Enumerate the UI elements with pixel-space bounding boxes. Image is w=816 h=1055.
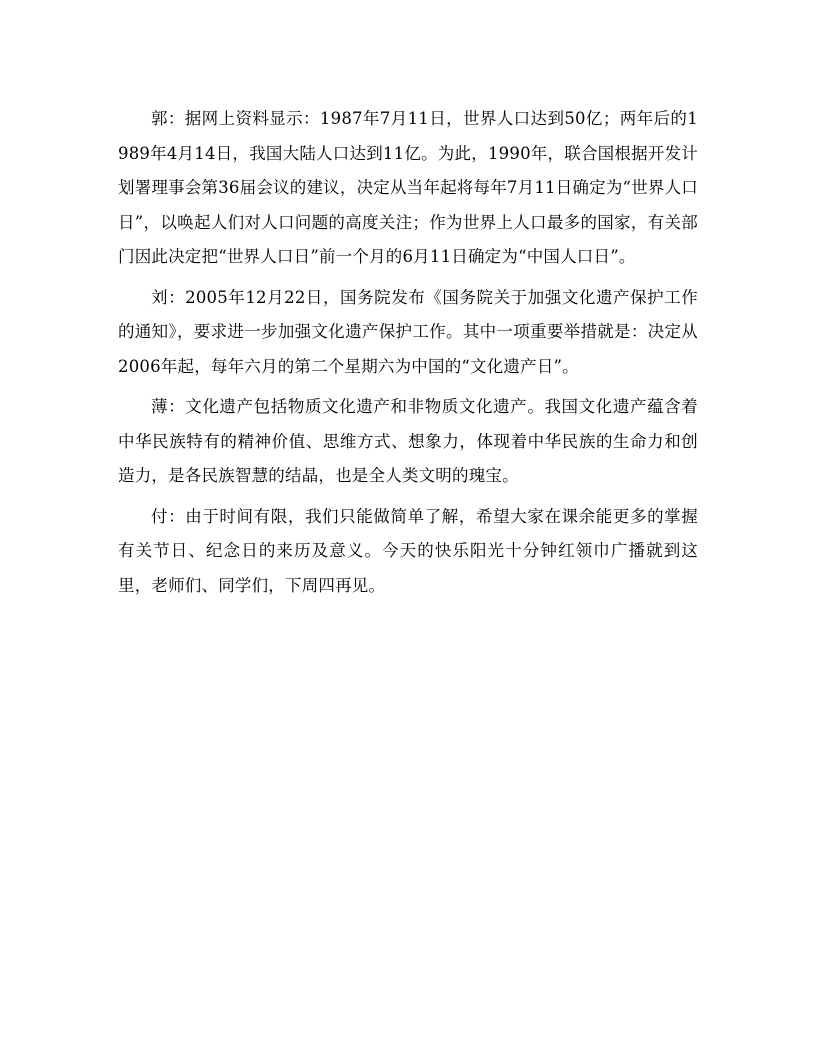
paragraph-fu: 付：由于时间有限，我们只能做简单了解，希望大家在课余能更多的掌握有关节日、纪念日的来历及意义。今天的快乐阳光十分钟红领巾广播就到这里，老师们、同学们，下周四再见。 <box>118 506 698 595</box>
paragraph-liu: 刘：2005年12月22日，国务院发布《国务院关于加强文化遗产保护工作的通知》，要求进一步加强文化遗产保护工作。其中一项重要举措就是：决定从2006年起，每年六月的第二个星期六为中国的“文化遗产日”。 <box>118 287 698 376</box>
document-body <box>118 102 698 609</box>
paragraph-bo: 薄：文化遗产包括物质文化遗产和非物质文化遗产。我国文化遗产蕴含着中华民族特有的精神价值、思维方式、想象力，体现着中华民族的生命力和创造力，是各民族智慧的结晶，也是全人类文明的瑰宝。 <box>118 397 698 485</box>
paragraph-guo: 郭：据网上资料显示：1987年7月11日，世界人口达到50亿；两年后的1989年4月14日，我国大陆人口达到11亿。为此，1990年，联合国根据开发计划署理事会第36届会议的建议，决定从当年起将每年7月11日确定为“世界人口日”，以唤起人们对人口问题的高度关注；作为世界上人口最多的国家，有关部门因此决定把“世界人口日”前一个月的6月11日确定为“中国人口日”。 <box>118 109 698 266</box>
